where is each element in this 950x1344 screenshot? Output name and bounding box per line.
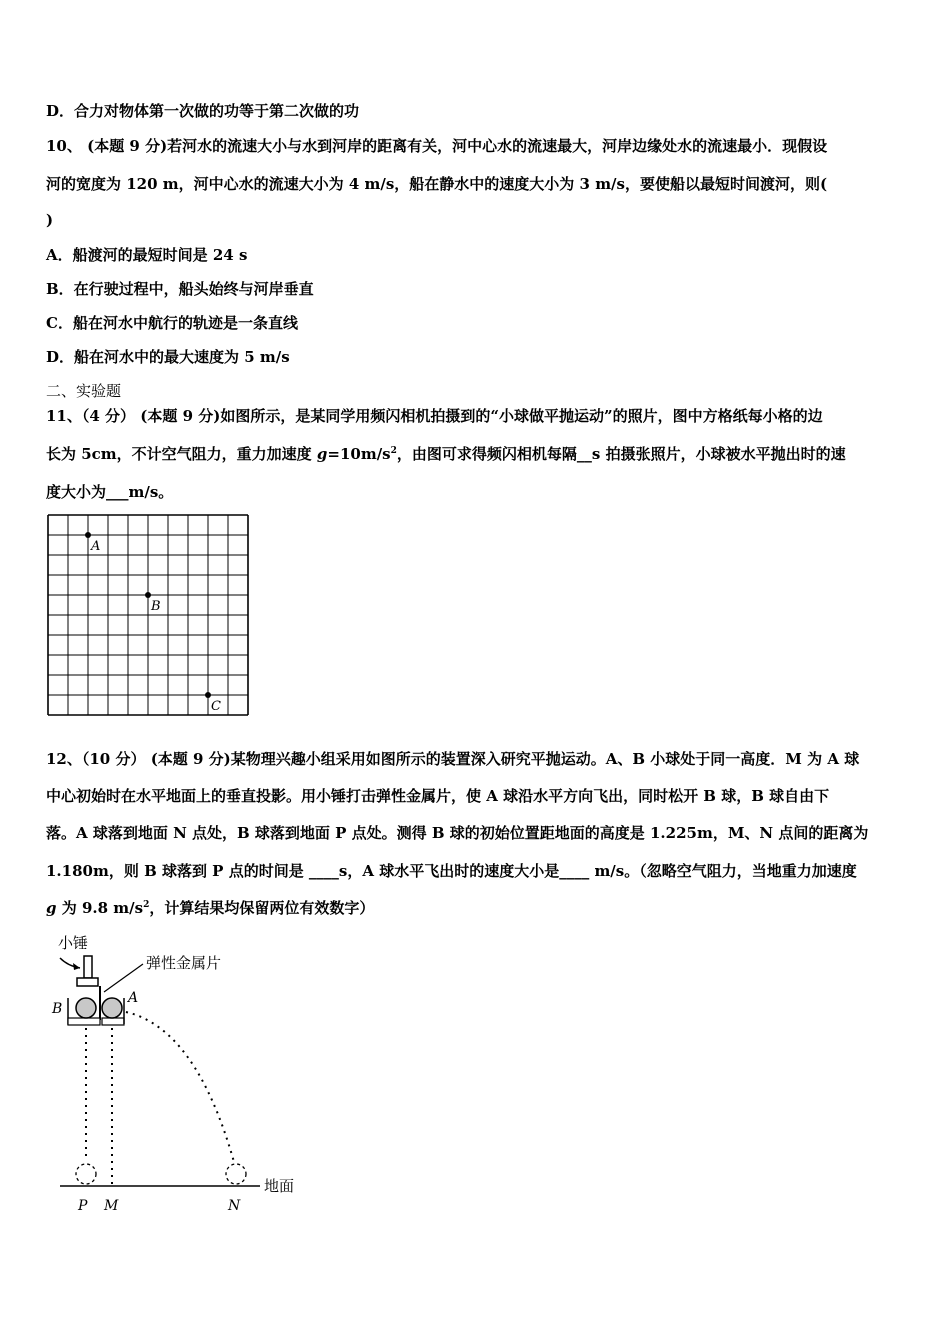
q11-stem-line2: 长为 5cm，不计空气阻力，重力加速度 $g=10m/s^2$，由图可求得频闪相机每隔__s 拍摄张照片，小球被水平抛出时的速 — [46, 445, 846, 463]
q12-stem-line2: 中心初始时在水平地面上的垂直投影。用小锤打击弹性金属片，使 A 球沿水平方向飞出，同时松开 B 球，B 球自由下 — [46, 787, 830, 805]
q10-option-a: A．船渡河的最短时间是 24 s — [46, 246, 248, 264]
plate-pointer — [104, 964, 143, 992]
point-n-label: N — [228, 1198, 241, 1214]
ball-b-icon — [76, 998, 96, 1018]
q10-option-d: D．船在河水中的最大速度为 5 m/s — [46, 348, 290, 366]
ball-a-icon — [102, 998, 122, 1018]
grid-points — [85, 532, 221, 714]
a-trajectory — [126, 1012, 234, 1162]
q11-stem-line1: 11、（4 分） (本题 9 分)如图所示，是某同学用频闪相机拍摄到的“小球做平抛运动”的照片，图中方格纸每小格的边 — [46, 407, 823, 425]
q10-stem-line2: 河的宽度为 120 m，河中心水的流速大小为 4 m/s，船在静水中的速度大小为 3 m/s，要使船以最短时间渡河，则( — [46, 175, 828, 193]
q10-option-b: B．在行驶过程中，船头始终与河岸垂直 — [46, 280, 314, 298]
point-m-label: M — [104, 1198, 119, 1214]
ball-a-landing-icon — [226, 1164, 246, 1184]
q11-grid-figure — [46, 513, 250, 718]
q12-stem-line3: 落。A 球落到地面 N 点处，B 球落到地面 P 点处。测得 B 球的初始位置距地面的高度是 1.225m，M、N 点间的距离为 — [46, 824, 869, 842]
point-c-dot — [205, 692, 211, 698]
point-c-label: C — [211, 699, 221, 714]
q10-option-c: C．船在河水中航行的轨迹是一条直线 — [46, 314, 298, 332]
q11-stem-line3: 度大小为___m/s。 — [46, 483, 174, 501]
point-p-label: P — [78, 1198, 88, 1214]
q10-stem-line1: 10、 (本题 9 分)若河水的流速大小与水到河岸的距离有关，河中心水的流速最大，河岸边缘处水的流速最小．现假设 — [46, 137, 828, 155]
q12-stem-line1: 12、（10 分） (本题 9 分)某物理兴趣小组采用如图所示的装置深入研究平抛运动。A、B 小球处于同一高度．M 为 A 球 — [46, 750, 860, 768]
q12-stem-line4: 1.180m，则 B 球落到 P 点的时间是 ____s，A 球水平飞出时的速度大小是____ m/s。（忽略空气阻力，当地重力加速度 — [46, 862, 857, 880]
grid-lines — [48, 515, 248, 715]
hammer-icon — [77, 956, 98, 986]
section-title: 二、实验题 — [46, 382, 122, 400]
b-holder — [68, 1018, 100, 1025]
hammer-label: 小锤 — [58, 934, 89, 952]
ball-b-landing-icon — [76, 1164, 96, 1184]
point-a-label: A — [91, 539, 101, 554]
a-holder — [102, 1018, 124, 1025]
q9-option-d: D．合力对物体第一次做的功等于第二次做的功 — [46, 102, 360, 120]
point-b-label: B — [151, 599, 161, 614]
ball-a-label: A — [128, 990, 139, 1006]
ground-label: 地面 — [264, 1177, 295, 1195]
q12-apparatus-figure — [46, 928, 326, 1218]
ball-b-label: B — [52, 1001, 63, 1017]
point-b-dot — [145, 592, 151, 598]
plate-label: 弹性金属片 — [146, 954, 222, 972]
q10-stem-line3: ) — [46, 211, 54, 229]
point-a-dot — [85, 532, 91, 538]
q12-stem-line5: g 为 9.8 $m/s^2$，计算结果均保留两位有效数字） — [46, 899, 375, 917]
